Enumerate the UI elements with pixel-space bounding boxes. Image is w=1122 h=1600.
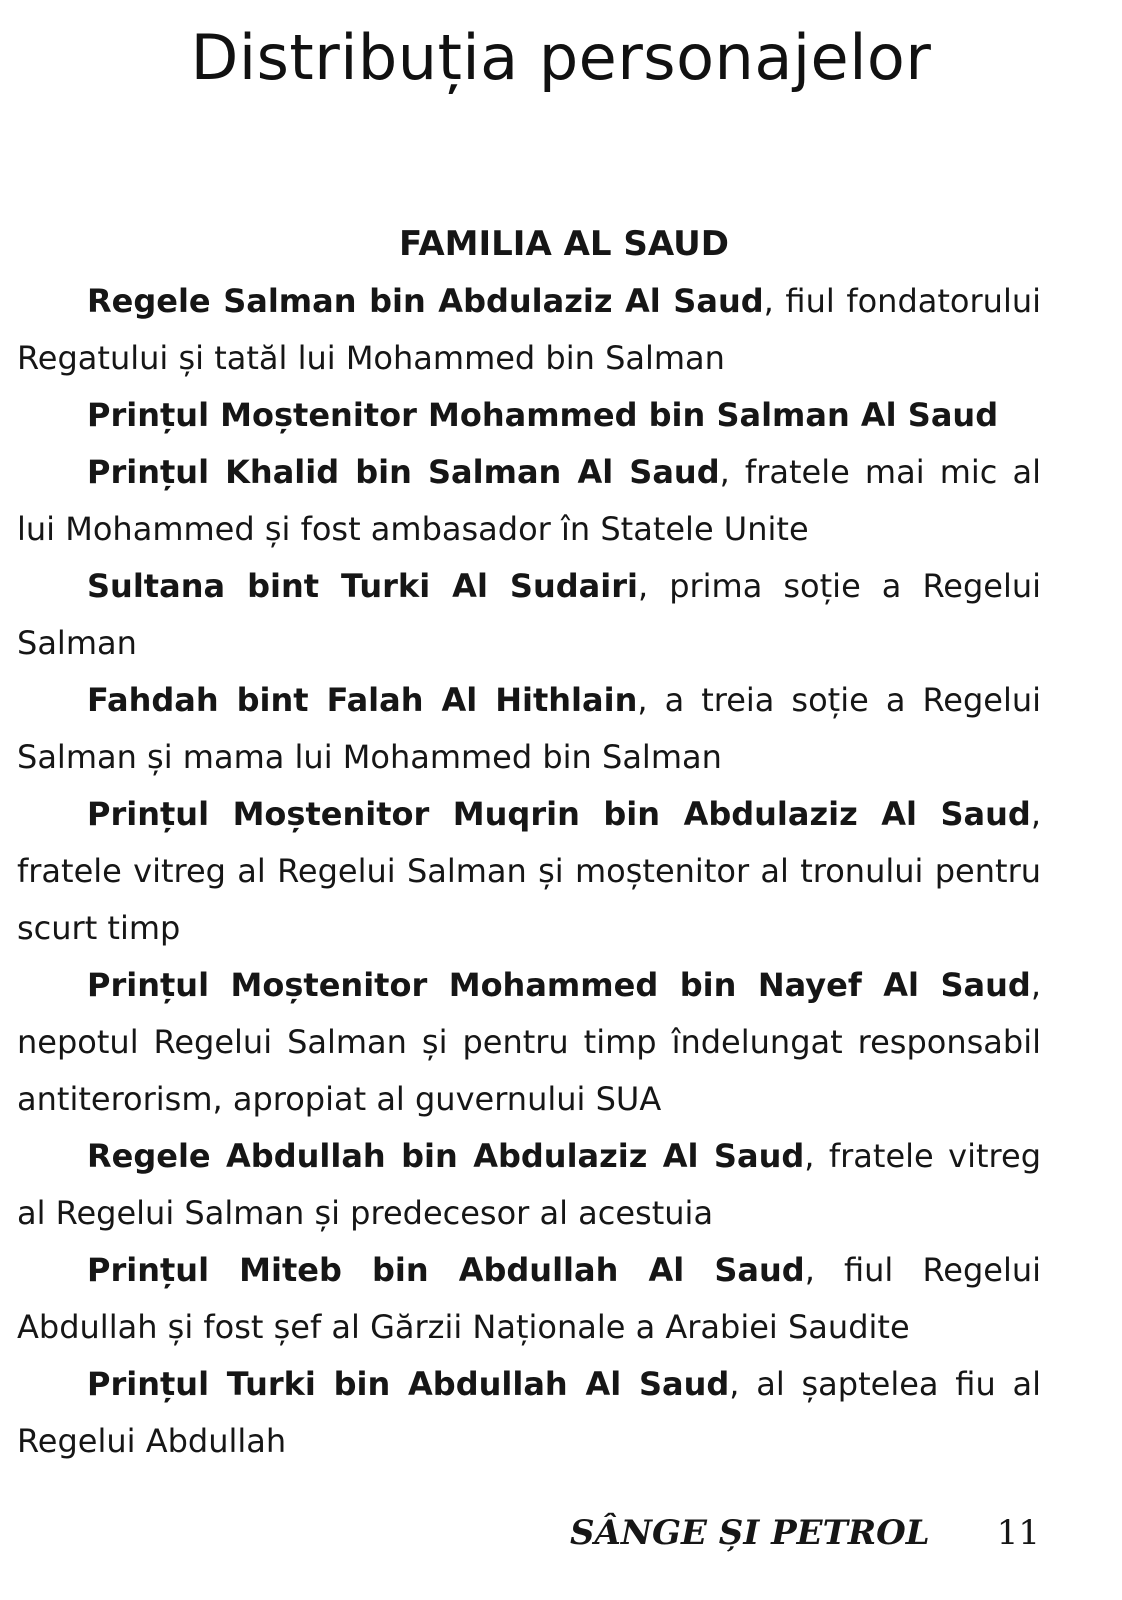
character-name: Prințul Moștenitor Muqrin bin Abdulaziz Al Saud (87, 795, 1031, 833)
character-description: , fratele vitreg al Regelui Salman și predecesor al acestuia (17, 1137, 1042, 1232)
page-number: 11 (996, 1513, 1040, 1553)
list-item (17, 957, 1041, 1128)
character-description: , al șaptelea fiu al Regelui Abdullah (17, 1365, 1042, 1460)
character-name: Sultana bint Turki Al Sudairi (87, 567, 638, 605)
character-name: Prințul Khalid bin Salman Al Saud (87, 453, 720, 491)
running-footer-title: SÂNGE ȘI PETROL (570, 1513, 930, 1553)
character-name: Prințul Moștenitor Mohammed bin Salman Al Saud (87, 396, 999, 434)
character-description: , prima soție a Regelui Salman (17, 567, 1042, 662)
section-heading: FAMILIA AL SAUD (399, 224, 729, 264)
list-item (17, 672, 1041, 786)
character-description: , fratele vitreg al Regelui Salman și moștenitor al tronului pentru scurt timp (17, 795, 1041, 947)
list-item (17, 558, 1041, 672)
character-description: , a treia soție a Regelui Salman și mama lui Mohammed bin Salman (17, 681, 1042, 776)
list-item (17, 786, 1041, 957)
list-item (17, 1242, 1041, 1356)
character-name: Prințul Turki bin Abdullah Al Saud (87, 1365, 730, 1403)
list-item (17, 387, 1041, 444)
character-name: Regele Abdullah bin Abdulaziz Al Saud (87, 1137, 805, 1175)
character-description: , fiul fondatorului Regatului și tatăl lui Mohammed bin Salman (17, 282, 1042, 377)
character-description: , nepotul Regelui Salman și pentru timp îndelungat responsabil antiterorism, apropiat al guvernului SUA (17, 966, 1041, 1118)
character-name: Regele Salman bin Abdulaziz Al Saud (87, 282, 764, 320)
list-item (17, 1356, 1041, 1470)
cast-list (17, 216, 1041, 1470)
list-item (17, 444, 1041, 558)
list-item (17, 273, 1041, 387)
page-title: Distribuția personajelor (190, 21, 932, 94)
character-name: Fahdah bint Falah Al Hithlain (87, 681, 638, 719)
character-name: Prințul Moștenitor Mohammed bin Nayef Al Saud (87, 966, 1031, 1004)
character-description: , fratele mai mic al lui Mohammed și fost ambasador în Statele Unite (17, 453, 1042, 548)
character-description: , fiul Regelui Abdullah și fost șef al Gărzii Naționale a Arabiei Saudite (17, 1251, 1042, 1346)
character-name: Prințul Miteb bin Abdullah Al Saud (87, 1251, 805, 1289)
list-item (17, 1128, 1041, 1242)
